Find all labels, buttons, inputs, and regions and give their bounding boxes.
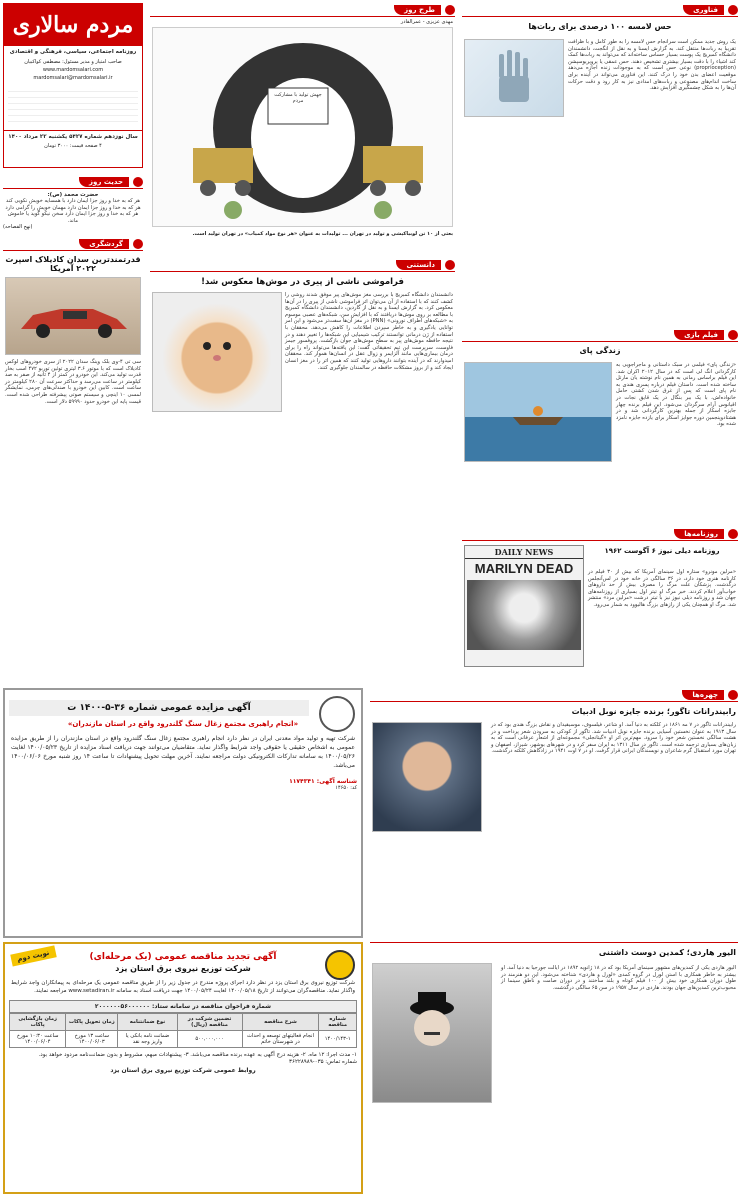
tender-column-header: شماره مناقصه <box>319 1014 357 1031</box>
table-cell: ساعت ۱۰:۳۰ مورخ ۱۴۰۰/۰۶/۰۴ <box>10 1031 66 1048</box>
table-cell: انجام فعالیتهای توسعه و احداث در شهرستان خاتم <box>242 1031 319 1048</box>
science-title: حس لامسه ۱۰۰ درصدی برای ربات‌ها <box>528 22 672 31</box>
film-still <box>464 362 612 462</box>
masthead-owner: صاحب امتیاز و مدیر مسئول: مصطفی کواکبیان <box>24 59 122 65</box>
masthead-price: ۴ صفحه قیمت: ۳۰۰۰ تومان <box>44 143 102 149</box>
nobel-title: رابیندرانات تاگور؛ برنده جایزه نوبل ادبیات <box>571 707 736 716</box>
film-icon <box>728 330 738 340</box>
masthead-tagline: روزنامه اجتماعی، سیاسی، فرهنگی و اقتصادی <box>9 49 137 55</box>
tender-table <box>9 1013 357 1048</box>
cartoon-artist: مهدی عزیزی - عمرالقادر <box>400 19 453 25</box>
table-cell: ضمانت نامه بانکی یا واریز وجه نقد <box>118 1031 177 1048</box>
newspaper-headline: MARILYN DEAD <box>474 561 574 576</box>
auto-body: سی تی ۴-وی بلک وینگ سدان ۲۰۲۲ از سری خودروهای لوکس کادیلاک است که با موتور ۳.۶ لیتری توئین توربو ۴۷۲ اسب بخار قدرت تولید می‌کند. این خودرو در کمتر از ۴ ثانیه از صفر به صد کیلومتر در ساعت می‌رسد و حداکثر سرعت آن ۲۸۰ کیلومتر در ساعت است. کابین این خودرو با صندلی‌های چرمی، نمایشگر لمسی ۱۰ اینچی و سیستم صوتی پیشرفته طراحی شده است. قیمت پایه این خودرو حدود ۵۹۹۹۰ دلار است. <box>5 359 142 405</box>
auction-footer: شناسه آگهی: ۱۱۷۴۳۴۱ <box>289 778 357 785</box>
newspaper-name: DAILY NEWS <box>465 546 583 559</box>
hamster-body: دانشمندان دانشگاه کمبریج با بررسی مغز موش‌های پیر موفق شدند روشی را کشف کنند که با استفاده از آن می‌توان اثر فراموشی ناشی از پیری را در آن‌ها معکوس کرد. به گزارش ایسنا و به نقل از گاردین، دانشمندان دانشگاه کمبریج با مطالعه بر روی موش‌ها دریافتند که با افزایش سن، شبکه‌های عصبی موسوم به «شبکه‌های اطراف نورونی» (PNN) در مغز آن‌ها سفت‌تر می‌شود و این امر توانایی یادگیری و به خاطر سپردن اطلاعات را کاهش می‌دهد. محققان با استفاده از ژن درمانی توانستند ترکیب شیمیایی این شبکه‌ها را تغییر دهند و در نتیجه حافظه موش‌های پیر به سطح موش‌های جوان بازگشت. پروفسور جیمز فاوست، سرپرست این تیم تحقیقاتی گفت: این یافته‌ها می‌تواند راه را برای درمان بیماری‌هایی مانند آلزایمر و زوال عقل در انسان‌ها هموار کند. محققان امیدوارند که در آینده بتوانند داروهایی تولید کنند که همین اثر را در مغز انسان ایجاد کند و از بروز مشکلات حافظه در سالمندان جلوگیری کنند. <box>285 292 453 371</box>
person-icon <box>728 690 738 700</box>
tender-column-header: زمان بازگشایی پاکات <box>10 1014 66 1031</box>
cartoon-section <box>150 3 455 253</box>
hardy-photo <box>372 963 492 1103</box>
cartoon-label: طرح روز <box>394 5 441 15</box>
hadith-attribution: حضرت محمد (ص): <box>47 192 99 198</box>
tender-company: شرکت توزیع نیروی برق استان یزد <box>115 964 251 973</box>
hadith-section <box>3 175 143 233</box>
hamster-photo <box>152 292 282 412</box>
auction-title: آگهی مزایده عمومی شماره ۳۶-۵-۱۴۰۰ ت <box>9 700 309 716</box>
marilyn-title: روزنامه دیلی نیوز ۶ آگوست ۱۹۶۲ <box>604 547 720 555</box>
masthead-site[interactable]: www.mardomsalari.com <box>42 67 104 73</box>
tender-contact: شماره تماس: ۰۳۵-۳۶۲۲۸۹۸۹ <box>289 1059 357 1065</box>
tender-stamp: نوبت دوم <box>10 945 56 966</box>
marilyn-body: «مرلین مونرو» ستاره اول سینمای آمریکا که بیش از ۳۰ فیلم در کارنامه هنری خود دارد، در ۳۶ سالگی در خانه خود در لس‌آنجلس درگذشت. پزشکان علت مرگ را مصرف بیش از حد داروهای خواب‌آور اعلام کردند. خبر مرگ او تیتر اول بسیاری از روزنامه‌های جهان شد و روزنامه دیلی نیوز نیز با تیتر درشت «مرلین مرد» منتشر شد. مرگ او همچنان یکی از رازهای بزرگ هالیوود به شمار می‌رود. <box>588 569 736 608</box>
tender-ad <box>3 942 363 1194</box>
pen-icon <box>445 5 455 15</box>
table-row <box>10 1031 357 1048</box>
table-cell: ۱۴۰۰/۱۴۳-۱ <box>319 1031 357 1048</box>
hardy-title: الیور هاردی؛ کمدین دوست داشتنی <box>598 948 736 957</box>
auction-logo <box>319 696 355 732</box>
table-cell: ۵۰۰,۰۰۰,۰۰۰ <box>177 1031 242 1048</box>
tender-column-header: نوع ضمانتنامه <box>118 1014 177 1031</box>
tender-body: شرکت توزیع نیروی برق استان یزد در نظر دارد اجرای پروژه مندرج در جدول زیر را از طریق مناقصه عمومی یک مرحله‌ای به پیمانکاران واجد شرایط واگذار نماید. مناقصه‌گران می‌توانند از تاریخ ۱۴۰۰/۰۵/۱۸ لغایت ۱۴۰۰/۰۵/۲۴ جهت دریافت اسناد به سامانه www.setadiran.ir مراجعه نمایند. <box>11 980 355 994</box>
hamster-title: فراموشی ناشی از پیری در موش‌ها معکوس شد! <box>201 277 404 287</box>
hadith-source: (نهج الفصاحه) <box>3 224 33 231</box>
robot-hand-photo <box>464 39 564 117</box>
lightbulb-icon <box>445 260 455 270</box>
science-label: فناوری <box>683 5 724 15</box>
film-section <box>462 328 738 523</box>
marilyn-section <box>462 527 738 672</box>
auction-subtitle: «انجام راهبری مجتمع زغال سنگ گلندرود واقع در استان مازندران» <box>67 720 299 728</box>
auction-ad <box>3 688 363 938</box>
marilyn-label: روزنامه‌ها <box>674 529 724 539</box>
film-body: «زندگی پای» فیلمی در سبک داستانی و ماجراجویی به کارگردانی انگ لی است که در سال ۲۰۱۲ اکران شد. این فیلم براساس رمانی به همین نام نوشته یان مارتل ساخته شده است. داستان فیلم درباره پسری هندی به نام پای است که پس از غرق شدن کشتی حامل خانواده‌اش، با یک ببر بنگال در یک قایق نجات در اقیانوس آرام سرگردان می‌شود. این فیلم برنده چهار جایزه اسکار از جمله بهترین کارگردانی شد و در هشتادوپنجمین دوره جوایز اسکار برای یازده جایزه نامزد شده بود. <box>616 362 737 428</box>
hadith-body: هر که به خدا و روز جزا ایمان دارد با همسایه خویش نکویی کند هر که به خدا و روز جزا ایمان دارد مهمان خویش را گرامی دارد هر که به خدا و روز جزا ایمان دارد سخن نیکو گوید یا خاموش ماند. <box>5 198 141 224</box>
cartoon-sign: جهش تولید با مشارکت مردم <box>274 92 322 104</box>
auto-label: گردشگری <box>79 239 129 249</box>
masthead-logo: مردم سالاری <box>4 4 142 46</box>
tender-column-header: زمان تحویل پاکات <box>66 1014 118 1031</box>
cartoon-caption: بعثی از ۱۰ تن لوبیاکیشی و تولید در تهران ... تولیدات به عنوان «هر نوع مواد کمیاب» در تهران تولید است. <box>192 231 453 237</box>
newspaper-icon <box>728 529 738 539</box>
hardy-section <box>370 942 738 1194</box>
hardy-body: الیور هاردی یکی از کمدین‌های مشهور سینمای آمریکا بود که در ۱۸ ژانویه ۱۸۹۲ در ایالت جورجیا به دنیا آمد. او بیشتر به خاطر همکاری با استن لورل در گروه کمدی «لورل و هاردی» شناخته می‌شود. این دو هنرمند در طول دوران همکاری خود بیش از ۱۰۰ فیلم کوتاه و بلند ساختند و در دوران صامت و ناطق سینما از محبوب‌ترین کمدین‌های جهان بودند. هاردی در سال ۱۹۵۷ در سن ۶۵ سالگی درگذشت. <box>501 965 737 991</box>
nobel-body: رابیندرانات تاگور در ۷ مه ۱۸۶۱ در کلکته به دنیا آمد. او شاعر، فیلسوف، موسیقیدان و نقاش بزرگ هندی بود که در سال ۱۹۱۳ به عنوان نخستین آسیایی برنده جایزه نوبل ادبیات شد. تاگور از کودکی به سرودن شعر پرداخت و در هشت سالگی نخستین شعر خود را سرود. مهم‌ترین اثر او «گیتانجلی» مجموعه‌ای از اشعار عرفانی است که به زبان‌های بسیاری ترجمه شده است. تاگور در سال ۱۳۱۱ به ایران سفر کرد و در شهرهای بوشهر، شیراز، اصفهان و تهران مورد استقبال گرم شاعران و نویسندگان ایرانی قرار گرفت. او در ۷ اوت ۱۹۴۱ در زادگاهش کلکته درگذشت. <box>491 722 737 755</box>
masthead-email[interactable]: mardomsalari@mardomsalari.ir <box>33 75 113 81</box>
hamster-label: دانستنی <box>396 260 441 270</box>
masthead <box>3 3 143 168</box>
table-cell: ساعت ۱۳ مورخ ۱۴۰۰/۰۶/۰۳ <box>66 1031 118 1048</box>
tender-table-caption: شماره فراخوان مناقصه در سامانه ستاد: ۲۰۰۰۰۰۰۵۶۰۰۰۰۰۰ <box>9 1000 357 1013</box>
film-title: زندگی پای <box>579 346 621 355</box>
newspaper-photo <box>464 545 584 667</box>
auction-body: شرکت تهیه و تولید مواد معدنی ایران در نظر دارد انجام راهبری مجتمع زغال سنگ گلندرود واقع در استان مازندران را از طریق مزایده عمومی به اشخاص حقیقی یا حقوقی واجد شرایط واگذار نماید. متقاضیان می‌توانند جهت دریافت اسناد مزایده از تاریخ ۱۴۰۰/۰۵/۲۳ لغایت ۱۴۰۰/۰۵/۲۶ به سامانه تدارکات الکترونیکی دولت مراجعه نمایند. آخرین مهلت تحویل پیشنهادات تا ساعت ۱۴ روز شنبه مورخ ۱۴۰۰/۰۶/۰۶ می‌باشد. <box>11 735 355 769</box>
science-body: یک روش جدید ممکن است سرانجام حس لامسه را به طور کامل و با ظرافت تقریبا به ربات‌ها منتقل کند. به گزارش ایسنا و به نقل از انگجت، دانشمندان دانشگاه کمبریج یک پوست بسیار حساس ساخته‌اند که می‌تواند به ربات‌ها کمک کند اشیاء را با دقت بسیار بیشتری تشخیص دهند. حس عمقی یا پروپریوسپشن (proprioception) نوعی حس است که به موجودات زنده اجازه می‌دهد موقعیت اعضای بدن خود را درک کنند. این فناوری می‌تواند در آینده برای ساخت اندام‌های مصنوعی و ربات‌های امدادی نیز به کار رود و دقت حرکات آن‌ها را به شکل چشمگیری افزایش دهد. <box>568 39 736 92</box>
tender-column-header: شرح مناقصه <box>242 1014 319 1031</box>
auto-section <box>3 237 143 667</box>
auction-code: کد: ۱۴۶۵۰ <box>335 785 357 791</box>
science-section <box>462 3 738 323</box>
masthead-date: سال نوزدهم شماره ۵۴۲۷ یکشنبه ۲۲ مرداد ۱۴۰۰ <box>4 130 142 143</box>
auto-title: قدرتمندترین سدان کادیلاک اسپرت ۲۰۲۲ آمریکا <box>5 255 141 273</box>
tender-title: آگهی تجدید مناقصه عمومی (یک مرحله‌ای) <box>89 952 277 962</box>
nobel-section <box>370 688 738 938</box>
tender-footer: روابط عمومی شرکت توزیع نیروی برق استان یزد <box>110 1067 256 1074</box>
film-label: فیلم بازی <box>674 330 724 340</box>
cartoon-drawing <box>152 27 453 227</box>
nobel-label: چهره‌ها <box>682 690 724 700</box>
portrait-photo <box>372 722 482 832</box>
car-photo <box>5 277 141 355</box>
tender-column-header: تضمین شرکت در مناقصه (ریال) <box>177 1014 242 1031</box>
hamster-section <box>150 258 455 678</box>
hadith-label: حدیث روز <box>79 177 129 187</box>
car-icon <box>133 239 143 249</box>
tender-notes: ۱- مدت اجرا: ۱۲ ماه. ۲- هزینه درج آگهی به عهده برنده مناقصه می‌باشد. ۳- پیشنهادات مبهم، مشروط و بدون ضمانت‌نامه مردود خواهد بود. <box>38 1052 357 1058</box>
power-logo <box>325 950 355 980</box>
quote-icon <box>133 177 143 187</box>
robot-icon <box>728 5 738 15</box>
